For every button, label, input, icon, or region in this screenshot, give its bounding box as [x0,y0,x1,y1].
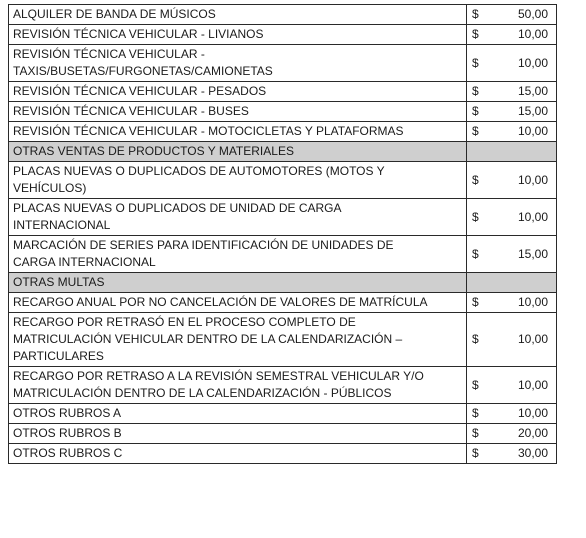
section-header-row [9,273,557,293]
row-amount: 10,00 [497,25,557,45]
row-currency: $ [467,424,497,444]
section-header-row [9,142,557,162]
table-row [9,404,557,424]
row-description: MARCACIÓN DE SERIES PARA IDENTIFICACIÓN DE UNIDADES DE CARGA INTERNACIONAL [9,236,467,273]
row-currency: $ [467,122,497,142]
row-currency: $ [467,404,497,424]
row-currency: $ [467,313,497,367]
row-amount: 15,00 [497,82,557,102]
row-amount: 50,00 [497,5,557,25]
table-row [9,236,557,273]
row-description: PLACAS NUEVAS O DUPLICADOS DE UNIDAD DE CARGA INTERNACIONAL [9,199,467,236]
row-description: RECARGO POR RETRASO A LA REVISIÓN SEMESTRAL VEHICULAR Y/O MATRICULACIÓN DENTRO DE LA CALENDARIZACIÓN - PÚBLICOS [9,367,467,404]
table-row [9,313,557,367]
row-description: REVISIÓN TÉCNICA VEHICULAR - MOTOCICLETAS Y PLATAFORMAS [9,122,467,142]
row-description: REVISIÓN TÉCNICA VEHICULAR - LIVIANOS [9,25,467,45]
section-title: OTRAS MULTAS [9,273,467,293]
table-row [9,122,557,142]
table-row [9,25,557,45]
table-row [9,293,557,313]
row-currency: $ [467,82,497,102]
row-description: ALQUILER DE BANDA DE MÚSICOS [9,5,467,25]
row-currency: $ [467,236,497,273]
table-row [9,444,557,464]
row-currency: $ [467,162,497,199]
row-currency: $ [467,293,497,313]
section-spacer [497,142,557,162]
table-row [9,5,557,25]
row-amount: 30,00 [497,444,557,464]
section-spacer [467,142,497,162]
table-row [9,102,557,122]
row-currency: $ [467,367,497,404]
section-spacer [467,273,497,293]
table-row [9,162,557,199]
row-description: RECARGO ANUAL POR NO CANCELACIÓN DE VALORES DE MATRÍCULA [9,293,467,313]
table-row [9,82,557,102]
row-currency: $ [467,444,497,464]
row-amount: 10,00 [497,122,557,142]
row-description: REVISIÓN TÉCNICA VEHICULAR - BUSES [9,102,467,122]
row-description: OTROS RUBROS A [9,404,467,424]
row-amount: 10,00 [497,404,557,424]
row-amount: 10,00 [497,367,557,404]
row-amount: 10,00 [497,162,557,199]
table-row [9,45,557,82]
section-spacer [497,273,557,293]
row-amount: 10,00 [497,293,557,313]
fee-table [8,4,557,464]
row-amount: 10,00 [497,313,557,367]
table-row [9,199,557,236]
section-title: OTRAS VENTAS DE PRODUCTOS Y MATERIALES [9,142,467,162]
row-description: RECARGO POR RETRASÓ EN EL PROCESO COMPLETO DE MATRICULACIÓN VEHICULAR DENTRO DE LA CALENDARIZACIÓN – PARTICULARES [9,313,467,367]
row-currency: $ [467,25,497,45]
row-description: OTROS RUBROS C [9,444,467,464]
fee-table-body [9,5,557,464]
row-description: REVISIÓN TÉCNICA VEHICULAR - PESADOS [9,82,467,102]
row-currency: $ [467,5,497,25]
table-row [9,424,557,444]
row-amount: 20,00 [497,424,557,444]
row-amount: 10,00 [497,45,557,82]
table-row [9,367,557,404]
row-description: REVISIÓN TÉCNICA VEHICULAR - TAXIS/BUSETAS/FURGONETAS/CAMIONETAS [9,45,467,82]
row-currency: $ [467,199,497,236]
row-amount: 15,00 [497,102,557,122]
row-amount: 15,00 [497,236,557,273]
row-description: PLACAS NUEVAS O DUPLICADOS DE AUTOMOTORES (MOTOS Y VEHÍCULOS) [9,162,467,199]
row-amount: 10,00 [497,199,557,236]
row-currency: $ [467,45,497,82]
row-description: OTROS RUBROS B [9,424,467,444]
row-currency: $ [467,102,497,122]
